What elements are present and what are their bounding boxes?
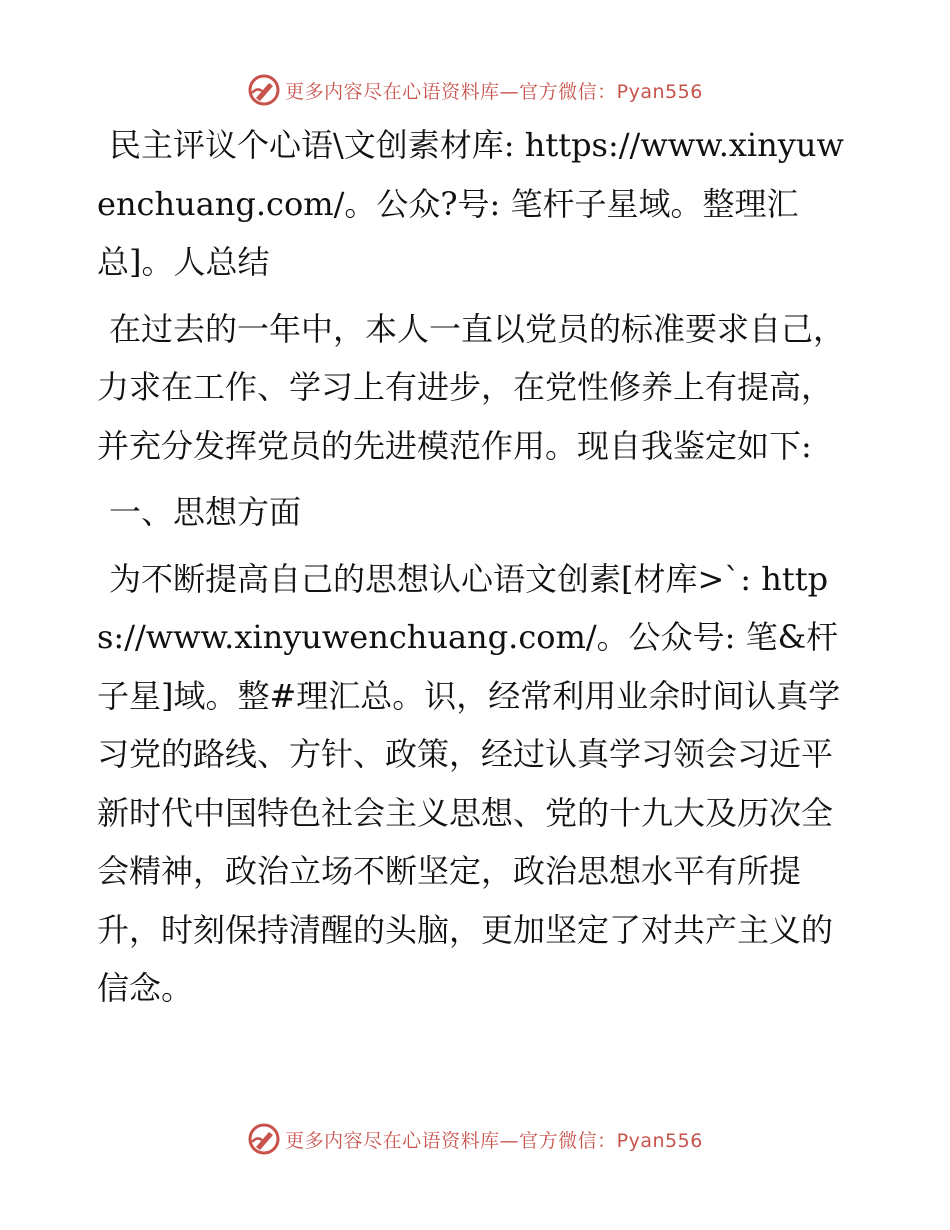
footer-banner bbox=[0, 1119, 950, 1159]
paragraph-title-line: 民主评议个心语\文创素材库: https://www.xinyuwenchuang.com/。公众?号: 笔杆子星域。整理汇总]。人总结 bbox=[97, 126, 844, 281]
paragraph-intro: 在过去的一年中，本人一直以党员的标准要求自己，力求在工作、学习上有进步，在党性修养上有提高，并充分发挥党员的先进模范作用。现自我鉴定如下: bbox=[97, 309, 846, 465]
pen-seal-logo-icon bbox=[247, 1122, 281, 1156]
paragraph-thought: 为不断提高自己的思想认心语文创素[材库>`: https://www.xinyuwenchuang.com/。公众号: 笔&杆子星]域。整#理汇总。识，经常利用业余时间认真学习党的路线、方针、政策，经过认真学习领会习近平新时代中国特色社会主义思想、党的十九大及历次全会精神，政治立场不断坚定，政治思想水平有所提升，时刻保持清醒的头脑，更加坚定了对共产主义的信念。 bbox=[97, 559, 841, 1007]
header-banner bbox=[0, 70, 950, 110]
pen-seal-logo-icon bbox=[247, 73, 281, 107]
header-banner-text: 更多内容尽在心语资料库—官方微信：Pyan556 bbox=[285, 80, 703, 103]
document-body bbox=[97, 116, 857, 1026]
section-heading-thought: 一、思想方面 bbox=[109, 493, 302, 531]
footer-banner-text: 更多内容尽在心语资料库—官方微信：Pyan556 bbox=[285, 1129, 703, 1152]
